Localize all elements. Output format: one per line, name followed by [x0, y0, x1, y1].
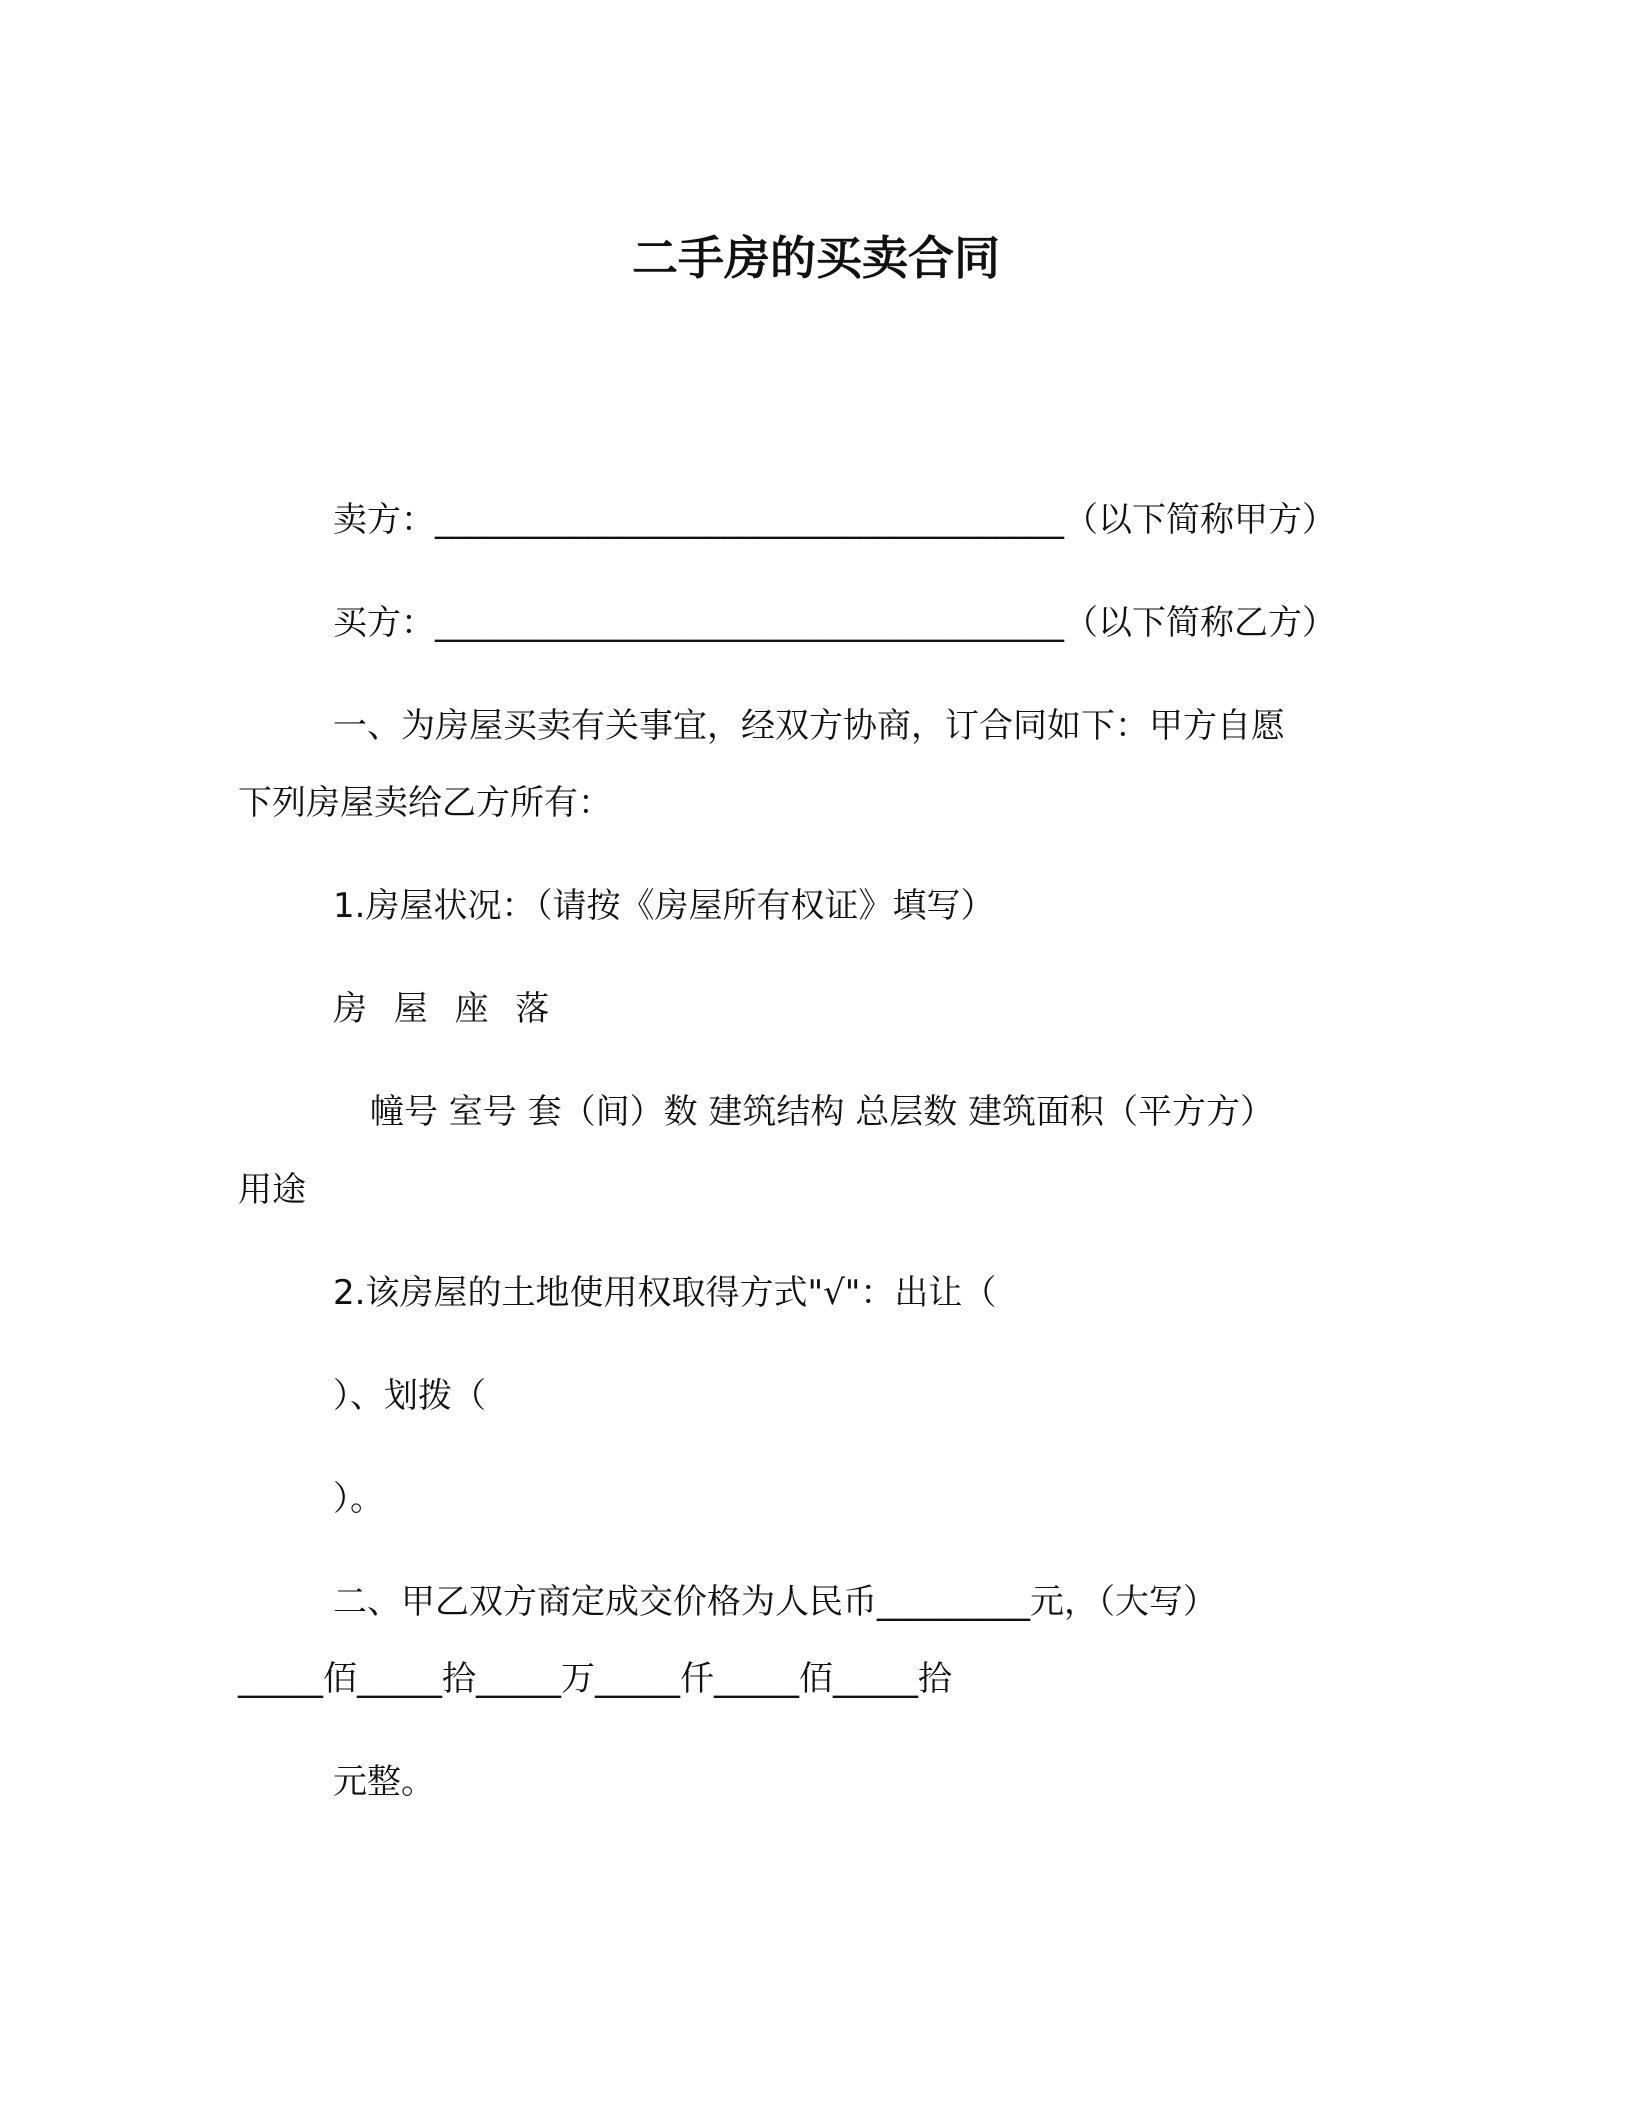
page-title: 二手房的买卖合同	[632, 231, 1000, 285]
price-end-line: 元整。	[333, 1762, 435, 1802]
price-line: 二、甲乙双方商定成交价格为人民币_________元，（大写）	[333, 1582, 1217, 1622]
house-attributes-line: 幢号 室号 套（间）数 建筑结构 总层数 建筑面积（平方方）	[370, 1092, 1275, 1132]
house-location-line: 房 屋 座 落	[333, 989, 558, 1029]
buyer-line: 买方：_____________________________________（以下简称乙方）	[333, 603, 1336, 643]
clause-one-line-1: 一、为房屋买卖有关事宜，经双方协商，订合同如下：甲方自愿	[333, 706, 1285, 746]
clause-one-line-2: 下列房屋卖给乙方所有：	[238, 783, 612, 823]
usage-line: 用途	[238, 1170, 306, 1210]
allocation-line: ）、划拨（	[333, 1376, 486, 1416]
house-status-line: 1.房屋状况：（请按《房屋所有权证》填写）	[333, 886, 995, 926]
closing-paren-line: ）。	[333, 1479, 384, 1519]
land-use-line: 2.该房屋的土地使用权取得方式"√"：出让（	[333, 1273, 997, 1313]
price-breakdown-line: _____佰_____拾_____万_____仟_____佰_____拾	[238, 1659, 952, 1699]
seller-line: 卖方：_____________________________________（以下简称甲方）	[333, 500, 1336, 540]
